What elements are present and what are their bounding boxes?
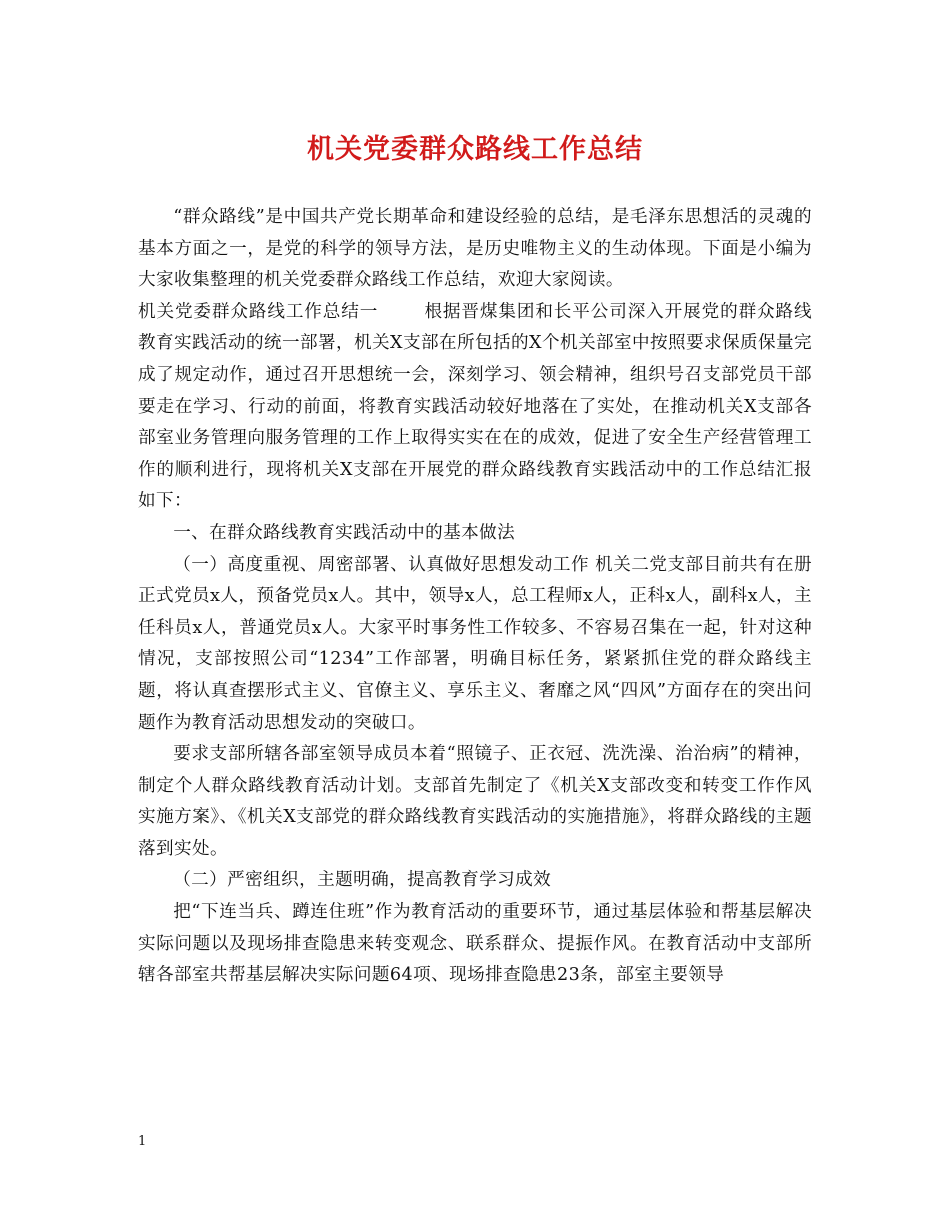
document-body	[138, 202, 812, 992]
paragraph-subsection-one: （一）高度重视、周密部署、认真做好思想发动工作 机关二党支部目前共有在册正式党员x人，预备党员x人。其中，领导x人，总工程师x人，正科x人，副科x人，主任科员x人，普通党员x人。大家平时事务性工作较多、不容易召集在一起，针对这种情况，支部按照公司“1234”工作部署，明确目标任务，紧紧抓住党的群众路线主题，将认真查摆形式主义、官僚主义、享乐主义、奢靡之风“四风”方面存在的突出问题作为教育活动思想发动的突破口。	[138, 554, 812, 733]
section-text: 根据晋煤集团和长平公司深入开展党的群众路线教育实践活动的统一部署，机关X支部在所包括的X个机关部室中按照要求保质保量完成了规定动作，通过召开思想统一会，深刻学习、领会精神，组织号召支部党员干部要走在学习、行动的前面，将教育实践活动较好地落在了实处，在推动机关X支部各部室业务管理向服务管理的工作上取得实实在在的成效，促进了安全生产经营管理工作的顺利进行，现将机关X支部在开展党的群众路线教育实践活动中的工作总结汇报如下：	[138, 301, 813, 512]
paragraph-grassroots: 把“下连当兵、蹲连住班”作为教育活动的重要环节，通过基层体验和帮基层解决实际问题以及现场排查隐患来转变观念、联系群众、提振作风。在教育活动中支部所辖各部室共帮基层解决实际问题64项、现场排查隐患23条，部室主要领导	[138, 902, 812, 986]
page-number: 1	[138, 1134, 147, 1149]
paragraph-requirements: 要求支部所辖各部室领导成员本着“照镜子、正衣冠、洗洗澡、治治病”的精神，制定个人群众路线教育活动计划。支部首先制定了《机关X支部改变和转变工作作风实施方案》、《机关X支部党的群众路线教育实践活动的实施措施》，将群众路线的主题落到实处。	[138, 744, 812, 859]
heading-subsection-two: （二）严密组织，主题明确，提高教育学习成效	[173, 870, 552, 891]
intro-paragraph: “群众路线”是中国共产党长期革命和建设经验的总结，是毛泽东思想活的灵魂的基本方面之一，是党的科学的领导方法，是历史唯物主义的生动体现。下面是小编为大家收集整理的机关党委群众路线工作总结，欢迎大家阅读。	[138, 207, 812, 291]
section-label: 机关党委群众路线工作总结一	[138, 301, 379, 322]
section-paragraph	[138, 297, 812, 518]
document-title: 机关党委群众路线工作总结	[307, 134, 643, 165]
heading-basic-methods: 一、在群众路线教育实践活动中的基本做法	[173, 522, 516, 543]
